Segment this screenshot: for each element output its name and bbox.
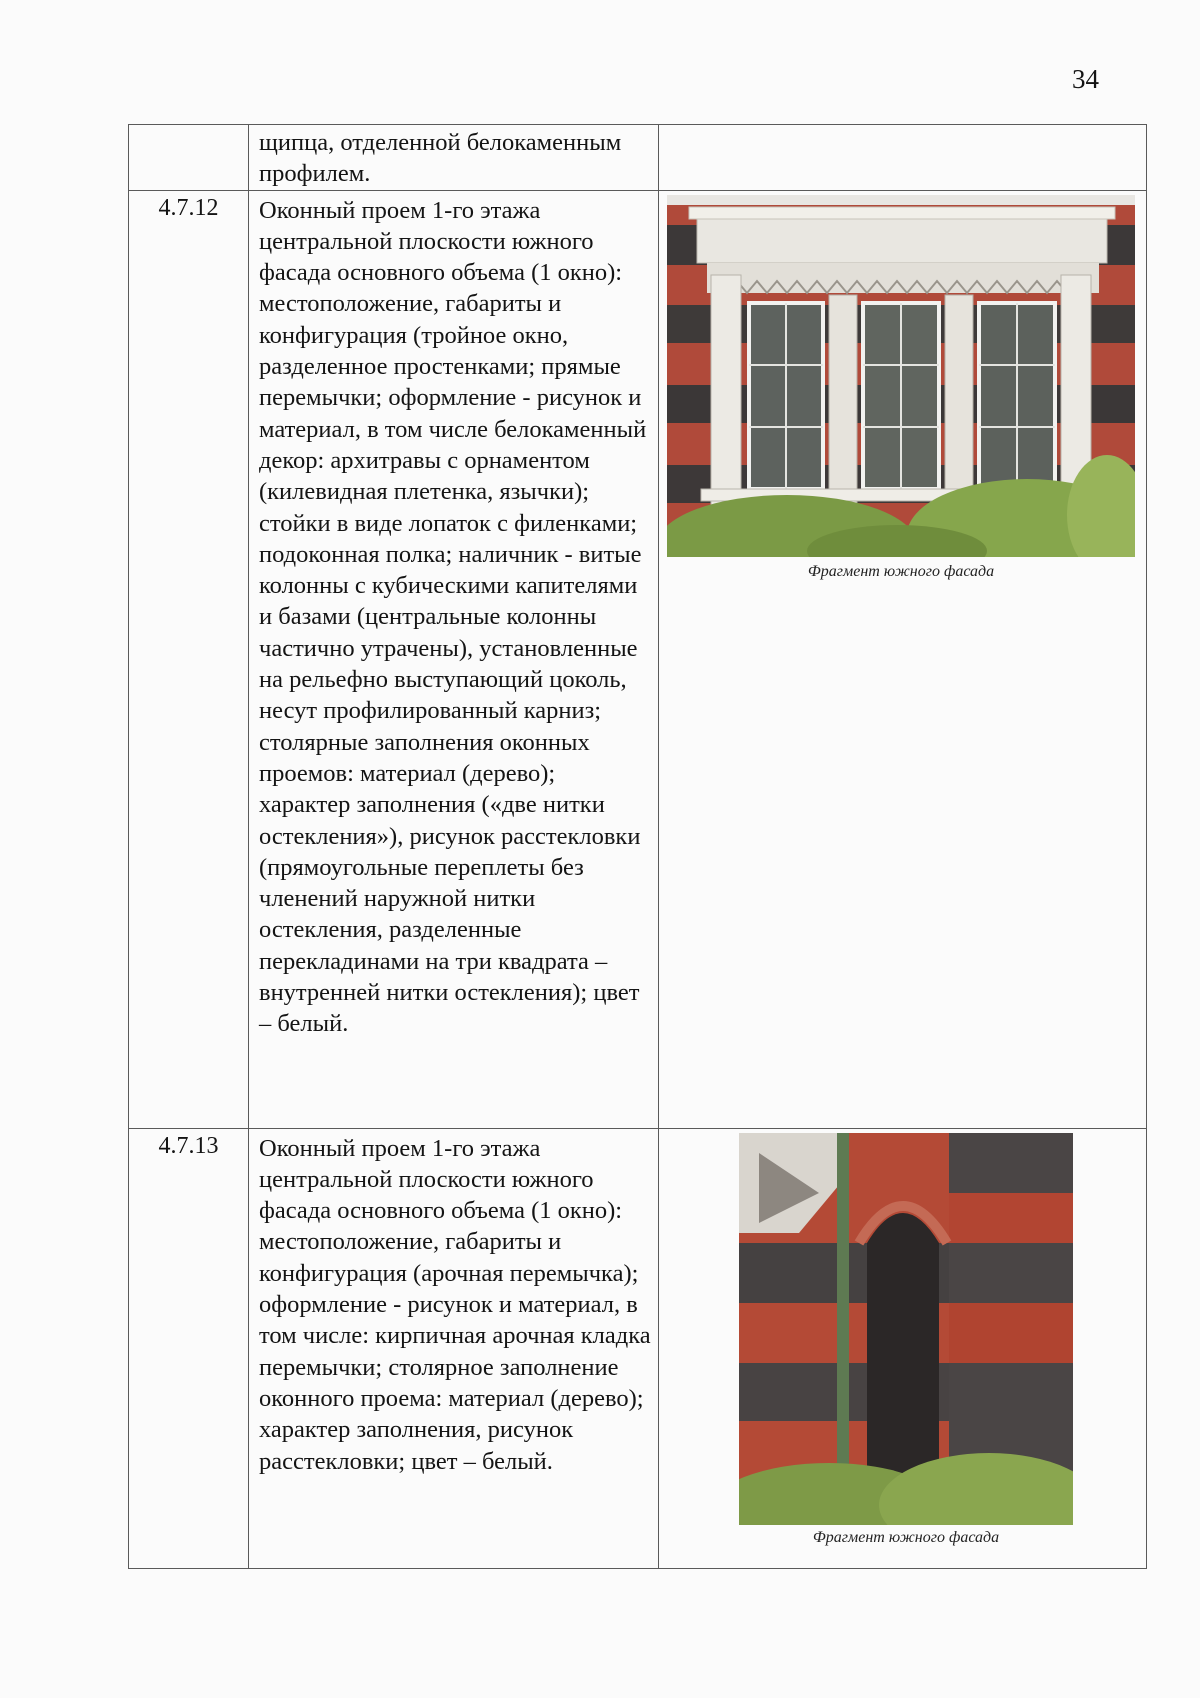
photo-caption: Фрагмент южного фасада (812, 1528, 1000, 1546)
photo-cell (659, 190, 1147, 1128)
row-description: Оконный проем 1-го этажа центральной плоскости южного фасада основного объема (1 окно): местоположение, габариты и конфигурация (арочная перемычка); оформление - рисунок и материал, в том числе: кирпичная арочная кладка перемычки; столярное заполнение оконного проема: материал (дерево); характер заполнения, рисунок расстекловки; цвет – белый. (249, 1128, 659, 1568)
triple-window-photo (667, 195, 1135, 557)
table-row (129, 1128, 1147, 1568)
photo-cell (659, 1128, 1147, 1568)
table-row (129, 190, 1147, 1128)
monument-elements-table (128, 124, 1147, 1569)
row-description: Оконный проем 1-го этажа центральной плоскости южного фасада основного объема (1 окно): местоположение, габариты и конфигурация (тройное окно, разделенное простенками; прямые перемычки; оформление - рисунок и материал, в том числе белокаменный декор: архитравы с орнаментом (килевидная плетенка, язычки); стойки в виде лопаток с филенками; подоконная полка; наличник - витые колонны с кубическими капителями и базами (центральные колонны частично утрачены), установленные на рельефно выступающий цоколь, несут профилированный карниз; столярные заполнения оконных проемов: материал (дерево); характер заполнения («две нитки остекления»), рисунок расстекловки (прямоугольные переплеты без членений наружной нитки остекления, разделенные перекладинами на три квадрата – внутренней нитки остекления); цвет – белый. (249, 190, 659, 1128)
row-number: 4.7.13 (129, 1128, 249, 1568)
table-row (129, 125, 1147, 191)
row-number (129, 125, 249, 191)
row-description: щипца, отделенной белокаменным профилем. (249, 125, 659, 191)
photo-caption: Фрагмент южного фасада (807, 562, 995, 580)
page-number: 34 (1072, 64, 1099, 94)
row-number: 4.7.12 (129, 190, 249, 1128)
arched-window-photo (739, 1133, 1073, 1525)
arched-window-image (739, 1133, 1073, 1525)
triple-window-image (667, 195, 1135, 557)
photo-cell-empty (659, 125, 1147, 191)
